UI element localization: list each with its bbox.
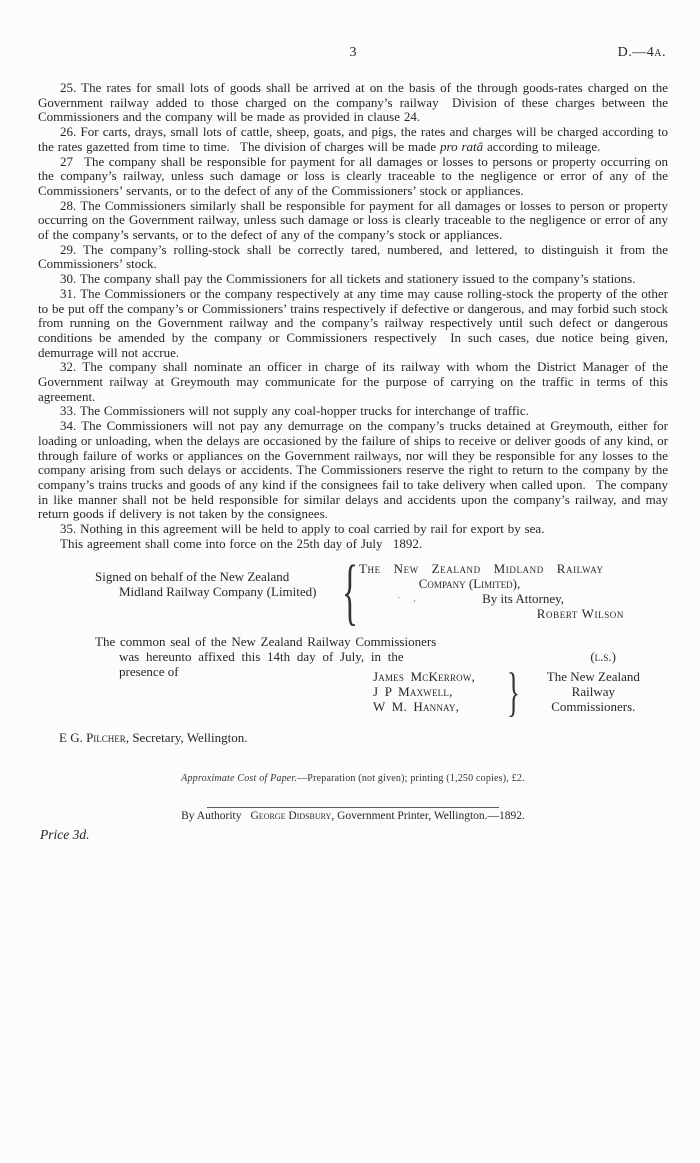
opening-brace: { [341, 550, 358, 633]
company-signature-left [95, 561, 337, 623]
page-number: 3 [349, 45, 357, 60]
paragraph: 33. The Commissioners will not supply any coal-hopper trucks for interchange of traffic. [60, 403, 529, 419]
witness-list [373, 669, 503, 714]
paragraph: 32. The company shall nominate an officer in charge of its railway with whom the District Manager of the Government railway at Greymouth may communicate for the purpose of carrying on the traffic in terms of this agreement. [38, 359, 668, 404]
company-signature-right [355, 561, 668, 623]
paragraph: 28. The Commissioners similarly shall be responsible for payment for all damages or losses to person or property occurring on the Government railway, unless such damage or loss is clearly traceable to the negligence or error of any of the company’s servants, or to the defect of any of the company’s stock or appliances. [38, 197, 668, 243]
doc-reference: D.—4a. [617, 45, 666, 60]
paragraph: 35. Nothing in this agreement will be held to apply to coal carried by rail for export by sea. [60, 521, 545, 537]
secretary-name: E G. Pilcher [59, 729, 126, 745]
commissioners-label [519, 669, 668, 714]
attorney-signature: Robert Wilson [536, 605, 624, 621]
imprint-divider [207, 807, 499, 808]
printer-name: George Didsbury [250, 809, 332, 822]
list-line: The New Zealand [546, 668, 640, 684]
page-header [38, 45, 668, 62]
list-line: W M. Hannay, [373, 698, 460, 714]
company-name-line2: Company (Limited), [418, 575, 521, 591]
attorney-row [355, 591, 668, 606]
common-seal-line1: The common seal of the New Zealand Railway Commissioners [95, 633, 437, 649]
seal-signature-block [95, 633, 668, 722]
witness-row [95, 661, 668, 722]
paragraph: 31. The Commissioners or the company respectively at any time may cause rolling-stock the property of the other to be put off the company’s or Commissioners’ trains respectively if defective or dangerous, and may forbid such stock from running on the Government railway and the company’s railway respectively until such defect or dangerous conditions be amended by the company or Commissioners respectively In such cases, due notice being given, demurrage will not accrue. [38, 285, 668, 360]
list-line: Commissioners. [551, 698, 636, 714]
ink-mark: · ‚ [397, 592, 422, 604]
closing-brace: } [506, 661, 520, 722]
presence-of-line: presence of [119, 663, 179, 679]
cost-note-detail: —Preparation (not given); printing (1,250 copies), £2. [297, 772, 525, 784]
cost-of-paper-note [38, 773, 668, 784]
list-line: J P Maxwell, [373, 683, 453, 699]
company-name-line: The New Zealand Midland Railway [359, 560, 604, 576]
attorney-line: By its Attorney, [482, 590, 564, 606]
paragraph: 34. The Commissioners will not pay any demurrage on the company’s trucks detained at Greymouth, either for loading or unloading, when the delays are occasioned by the failure of ships to receive or deliver goods of any kind, or through failure of works or appliances on the Government railways, nor will they be responsible for any losses to the company arising from such delays or accidents. The Commissioners reserve the right to return to the company by the company’s trains trucks and goods of any kind if the consignees fail to take delivery when called upon. The company in like manner shall not be held responsible for similar delays and accidents upon the company’s railway, and may return goods if delivery is not taken by the consignees. [38, 418, 668, 522]
price-label: Price 3d. [40, 826, 90, 842]
list-line: James McKerrow, [373, 668, 476, 684]
common-seal-row2 [95, 649, 668, 664]
list-line: Railway [571, 683, 615, 699]
signed-on-behalf-line2: Midland Railway Company (Limited) [119, 583, 317, 599]
signed-on-behalf-line: Signed on behalf of the New Zealand [95, 568, 290, 584]
paragraph: This agreement shall come into force on the 25th day of July 1892. [60, 535, 423, 551]
paragraph: 29. The company’s rolling-stock shall be correctly tared, numbered, and lettered, to distinguish it from the Commissioners’ stock. [38, 241, 668, 272]
paragraph: 25. The rates for small lots of goods shall be arrived at on the basis of the through goods-rates charged on the Government railway added to those charged on the company’s railway Division of these charges between the Commissioners and the company will be made as provided in clause 24. [38, 80, 668, 125]
cost-note-label: Approximate Cost of Paper. [181, 772, 298, 784]
imprint-detail: , Government Printer, Wellington.—1892. [331, 809, 525, 822]
paragraph: 26. For carts, drays, small lots of cattle, sheep, goats, and pigs, the rates and charges will be charged according to the rates gazetted from time to time. The division of charges will be made pro ratâ according to mileage. [38, 124, 668, 154]
imprint-authority: By Authority [181, 809, 242, 822]
locus-sigilli: (l.s.) [590, 648, 616, 664]
document-body [38, 81, 668, 552]
secretary-line [59, 730, 668, 746]
common-seal-line2: was hereunto affixed this 14th day of July, in the [119, 648, 404, 664]
paragraph: 30. The company shall pay the Commissioners for all tickets and stationery issued to the company’s stations. [60, 271, 636, 287]
company-signature-block [95, 550, 668, 633]
paragraph: 27 The company shall be responsible for payment for all damages or losses to persons or property occurring on the company’s railway, unless such damage or loss is clearly traceable to the negligence or error of any of the Commissioners’ servants, or to the defect of any of the Commissioners’ stock or appliances. [38, 153, 668, 198]
secretary-title: , Secretary, Wellington. [125, 729, 248, 745]
printer-imprint [38, 810, 668, 822]
